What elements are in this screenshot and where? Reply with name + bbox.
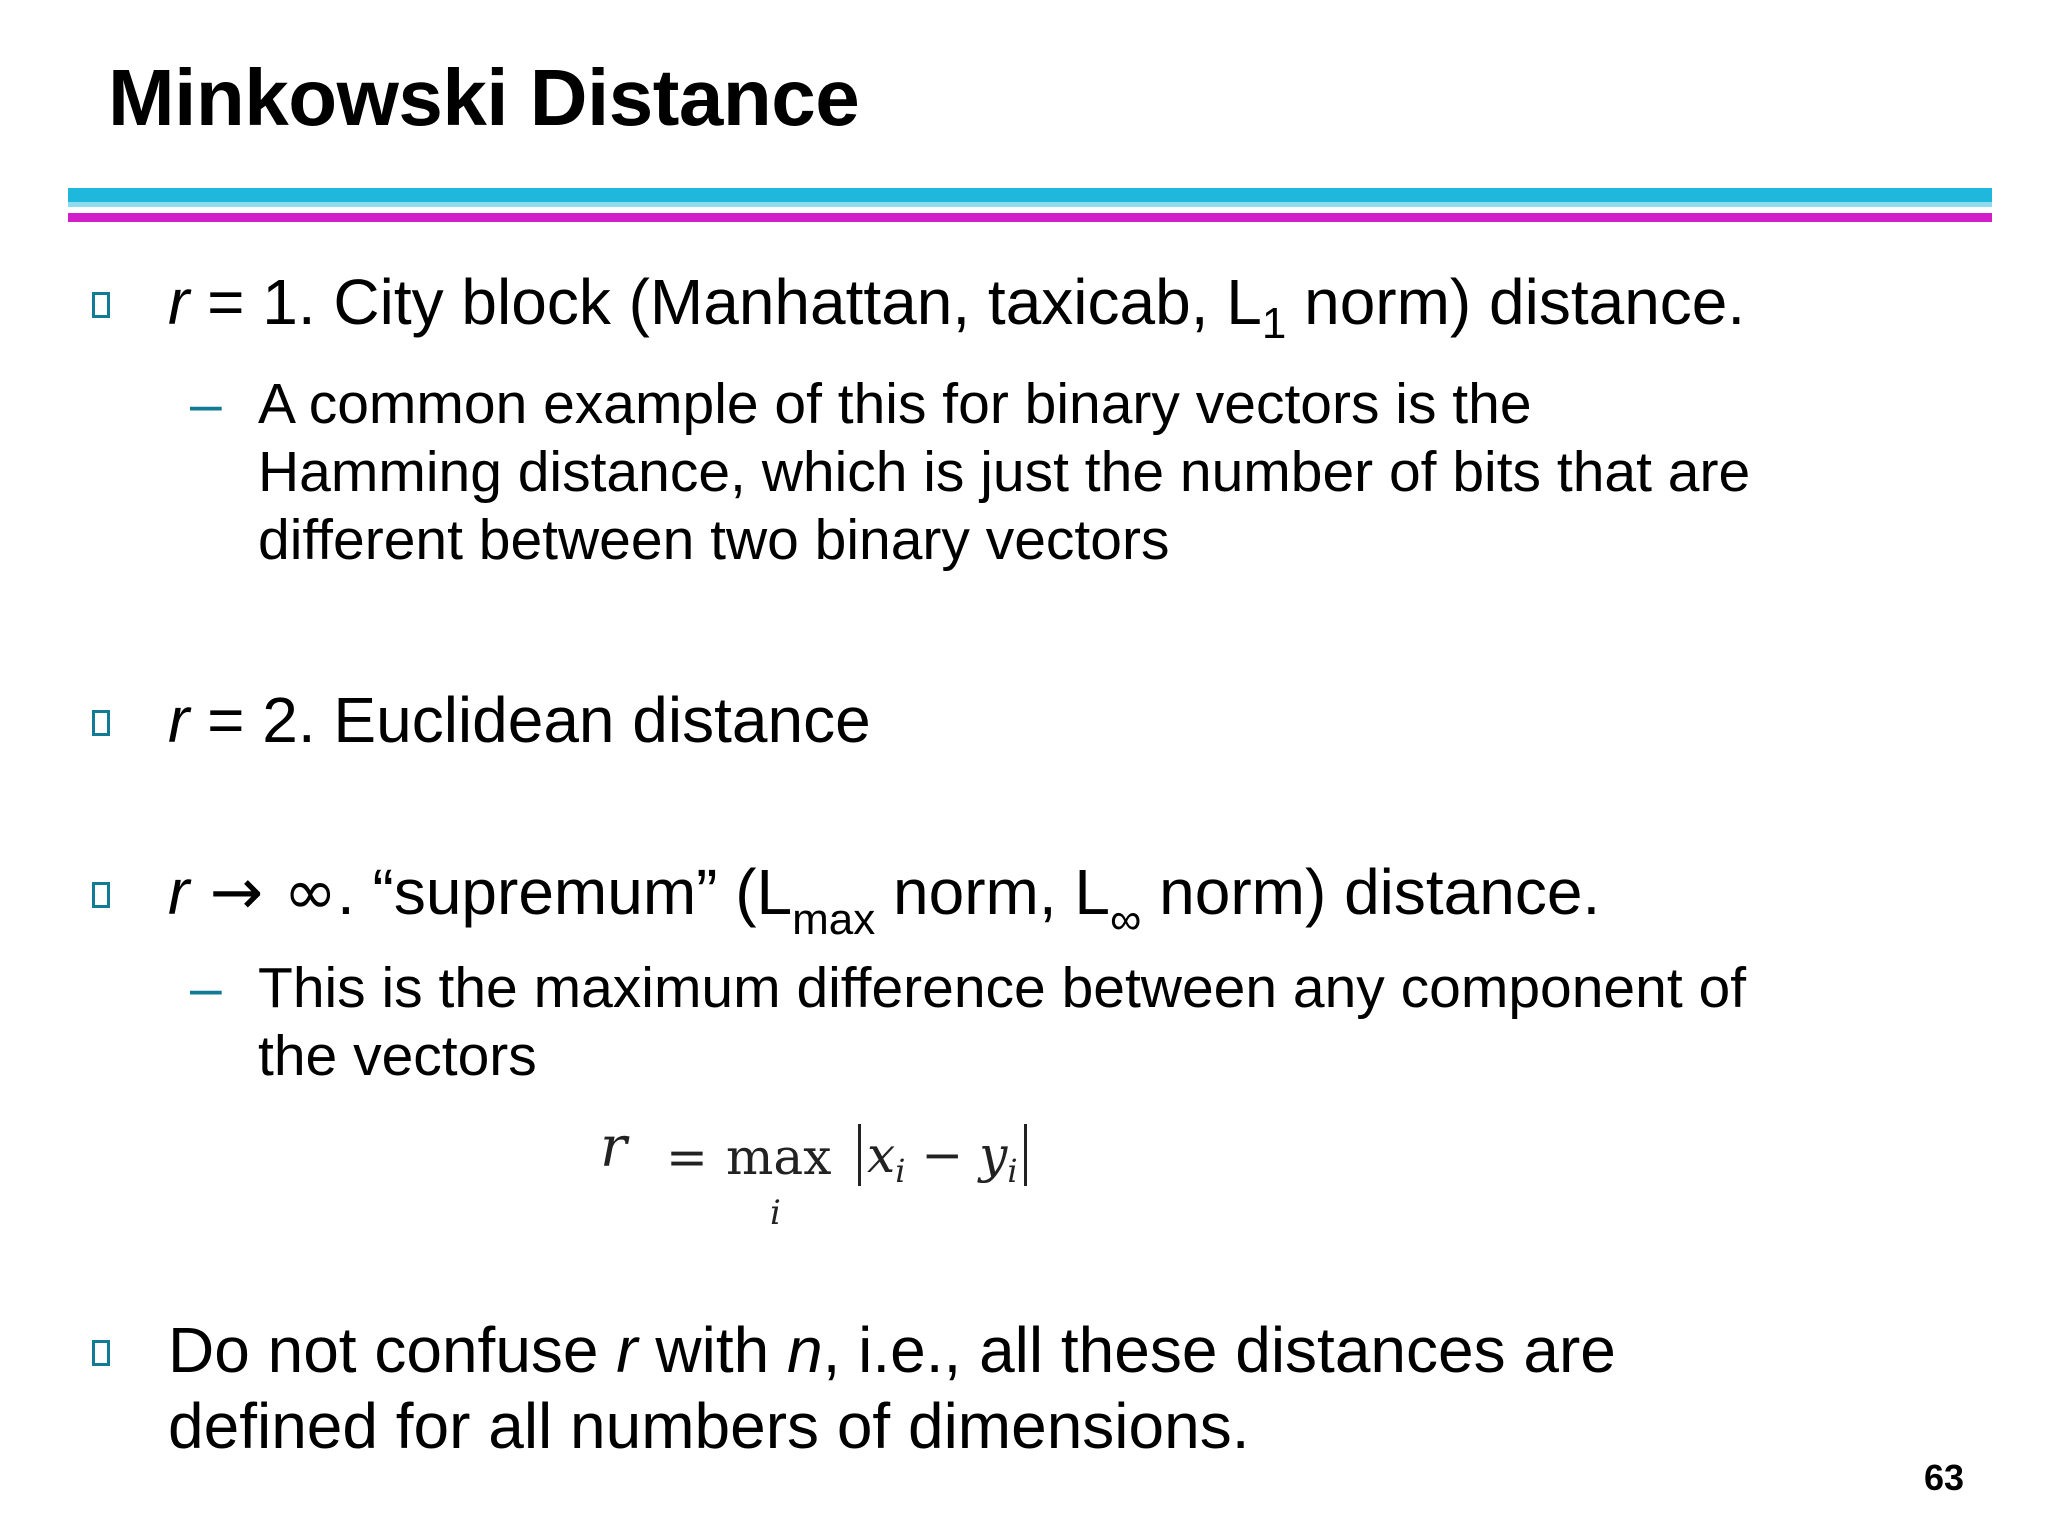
slide-title: Minkowski Distance [108,53,860,142]
sub-item-line: the vectors [258,1024,537,1088]
title-rule-cyan-light [68,202,1992,207]
formula-equals: = [666,1128,708,1186]
bullet-square-icon [92,882,110,908]
bullet-square-icon [92,292,110,318]
dash-icon: – [190,372,222,436]
bullet-square-icon [92,710,110,736]
bullet-rinf-text: r → ∞. “supremum” ($L_{max}$ norm, $L_\infty$ norm) distance. [168,856,1601,944]
max-formula [600,1115,1100,1240]
var-r: r [168,684,190,756]
formula-lhs: r [600,1115,627,1180]
abs-bar-left [858,1124,861,1186]
sub-item-line: This is the maximum difference between any component of [258,956,1747,1020]
formula-max: max [726,1128,832,1186]
dash-icon: – [190,956,222,1020]
bullet-note-line1: Do not confuse r with n, i.e., all these distances are [168,1314,1616,1386]
bullet-note-line2: defined for all numbers of dimensions. [168,1390,1250,1462]
title-rule-cyan [68,188,1992,202]
sub-item-line: different between two binary vectors [258,508,1170,572]
title-rule-magenta [68,213,1992,222]
bullet-square-icon [92,1340,110,1366]
var-r: r [168,856,190,928]
abs-bar-right [1024,1124,1027,1186]
var-r: r [168,266,190,338]
formula-abs: $x_i - y_i$ [852,1124,1033,1186]
page-number: 63 [1924,1457,1965,1498]
bullet-r1-text: r = 1. City block (Manhattan, taxicab, $L_1$ norm) distance. [168,266,1746,348]
formula-max-subscript: i [770,1193,781,1233]
bullet-r2-text: r = 2. Euclidean distance [168,684,871,756]
sub-item-line: Hamming distance, which is just the number of bits that are [258,440,1751,504]
sub-item-line: A common example of this for binary vectors is the [258,372,1532,436]
